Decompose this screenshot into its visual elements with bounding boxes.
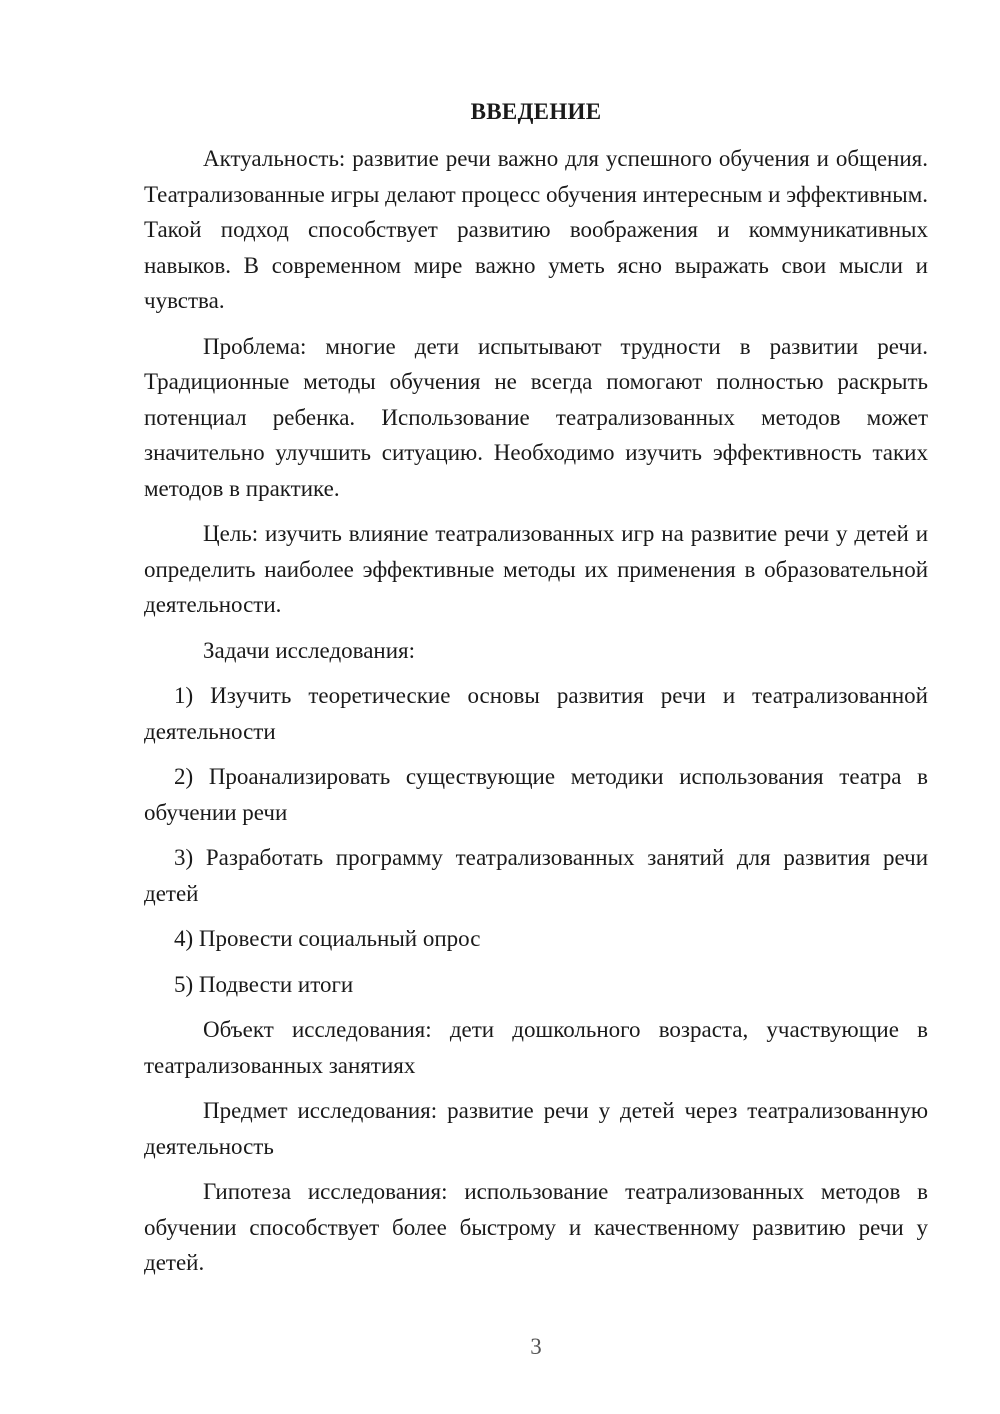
relevance-paragraph: Актуальность: развитие речи важно для успешного обучения и общения. Театрализованные игры делают процесс обучения интересным и эффективным. Такой подход способствует развитию воображения и коммуникативных навыков. В современном мире важно уметь ясно выражать свои мысли и чувства. bbox=[144, 146, 928, 313]
document-body bbox=[144, 141, 928, 1291]
document-page bbox=[144, 0, 928, 1414]
task-item-5: 5) Подвести итоги bbox=[174, 971, 354, 997]
object-paragraph: Объект исследования: дети дошкольного возраста, участвующие в театрализованных занятиях bbox=[144, 1017, 928, 1078]
document-title: ВВЕДЕНИЕ bbox=[470, 99, 602, 124]
tasks-heading: Задачи исследования: bbox=[203, 637, 416, 663]
subject-paragraph: Предмет исследования: развитие речи у детей через театрализованную деятельность bbox=[144, 1098, 928, 1159]
task-item-1: 1) Изучить теоретические основы развития речи и театрализованной деятельности bbox=[144, 683, 928, 744]
task-item-3: 3) Разработать программу театрализованных занятий для развития речи детей bbox=[144, 845, 928, 906]
page-number: 3 bbox=[530, 1334, 542, 1359]
problem-paragraph: Проблема: многие дети испытывают трудности в развитии речи. Традиционные методы обучения не всегда помогают полностью раскрыть потенциал ребенка. Использование театрализованных методов может значительно улучшить ситуацию. Необходимо изучить эффективность таких методов в практике. bbox=[144, 333, 928, 501]
task-item-4: 4) Провести социальный опрос bbox=[174, 926, 481, 951]
goal-paragraph: Цель: изучить влияние театрализованных игр на развитие речи у детей и определить наиболее эффективные методы их применения в образовательной деятельности. bbox=[144, 521, 928, 617]
task-item-2: 2) Проанализировать существующие методики использования театра в обучении речи bbox=[144, 764, 928, 825]
hypothesis-paragraph: Гипотеза исследования: использование театрализованных методов в обучении способствует более быстрому и качественному развитию речи у детей. bbox=[144, 1179, 928, 1275]
